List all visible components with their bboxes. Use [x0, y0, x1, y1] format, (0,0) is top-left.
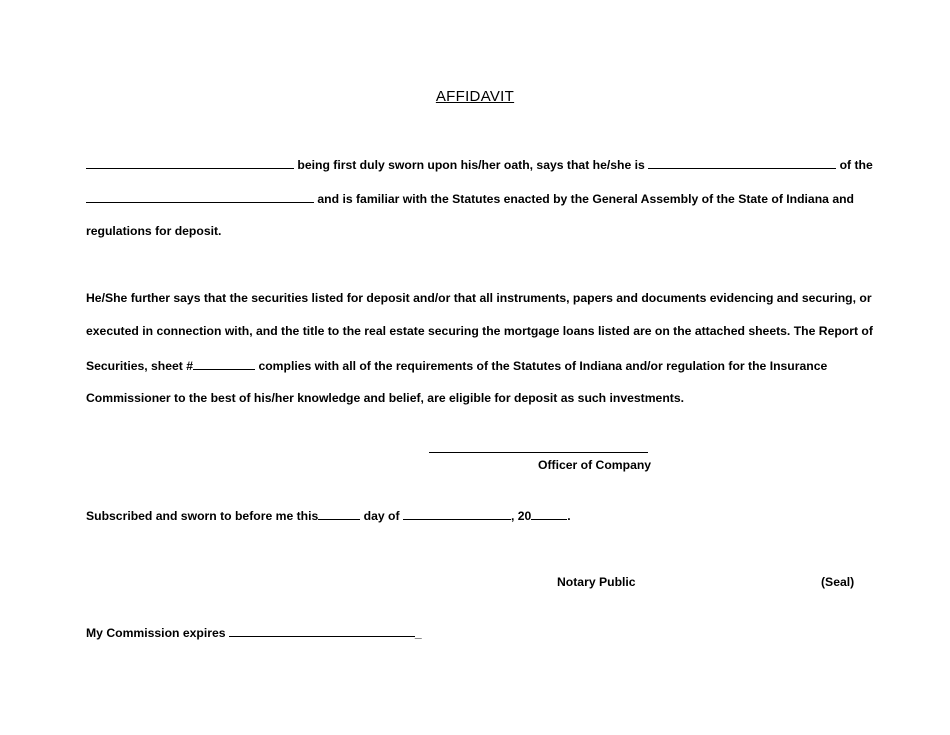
- commission-trail-text: _: [414, 626, 422, 640]
- para1-line3: [86, 224, 221, 238]
- company-name-field[interactable]: [86, 191, 314, 203]
- commission-label-text: My Commission expires: [86, 626, 226, 640]
- year-field[interactable]: [531, 508, 567, 520]
- year-prefix-text: , 20: [510, 509, 532, 523]
- commission-line: [86, 625, 422, 640]
- para1-line2: [86, 191, 854, 206]
- subscribed-text: Subscribed and sworn to before me this: [86, 509, 319, 523]
- para2-line4: [86, 391, 684, 405]
- para2-line1-text: He/She further says that the securities listed for deposit and/or that all instruments, papers and documents evidencing and securing, or: [86, 291, 872, 305]
- para1-line3-text: regulations for deposit.: [86, 224, 222, 238]
- affiant-title-field[interactable]: [648, 157, 836, 169]
- document-title: [0, 88, 950, 106]
- seal-label: [821, 575, 854, 589]
- para1-line1-text-a: being first duly sworn upon his/her oath, says that he/she is: [297, 158, 645, 172]
- affiant-name-field[interactable]: [86, 157, 294, 169]
- notary-label: [557, 575, 636, 589]
- commission-expiry-field[interactable]: [229, 625, 415, 637]
- para2-line3-text-a: Securities, sheet #: [86, 359, 194, 373]
- officer-signature-line[interactable]: [429, 452, 648, 453]
- officer-label-text: Officer of Company: [538, 458, 652, 472]
- officer-label: [538, 458, 651, 472]
- day-of-text: day of: [363, 509, 400, 523]
- subscribed-line: [86, 508, 571, 523]
- month-field[interactable]: [403, 508, 511, 520]
- para1-line1: [86, 157, 873, 172]
- day-field[interactable]: [318, 508, 360, 520]
- period-text: .: [567, 509, 571, 523]
- para2-line3: [86, 358, 827, 373]
- para2-line2-text: executed in connection with, and the title to the real estate securing the mortgage loans listed are on the attached sheets. The Report of: [86, 324, 873, 338]
- para2-line2: [86, 324, 873, 338]
- sheet-number-field[interactable]: [193, 358, 255, 370]
- notary-label-text: Notary Public: [557, 575, 636, 589]
- para2-line1: [86, 291, 872, 305]
- para2-line4-text: Commissioner to the best of his/her knowledge and belief, are eligible for deposit as such investments.: [86, 391, 684, 405]
- title-text: AFFIDAVIT: [435, 88, 515, 105]
- para1-line2-text: and is familiar with the Statutes enacted by the General Assembly of the State of Indiana and: [317, 192, 854, 206]
- para2-line3-text-b: complies with all of the requirements of the Statutes of Indiana and/or regulation for the Insurance: [258, 359, 828, 373]
- para1-line1-text-b: of the: [839, 158, 873, 172]
- seal-label-text: (Seal): [821, 575, 855, 589]
